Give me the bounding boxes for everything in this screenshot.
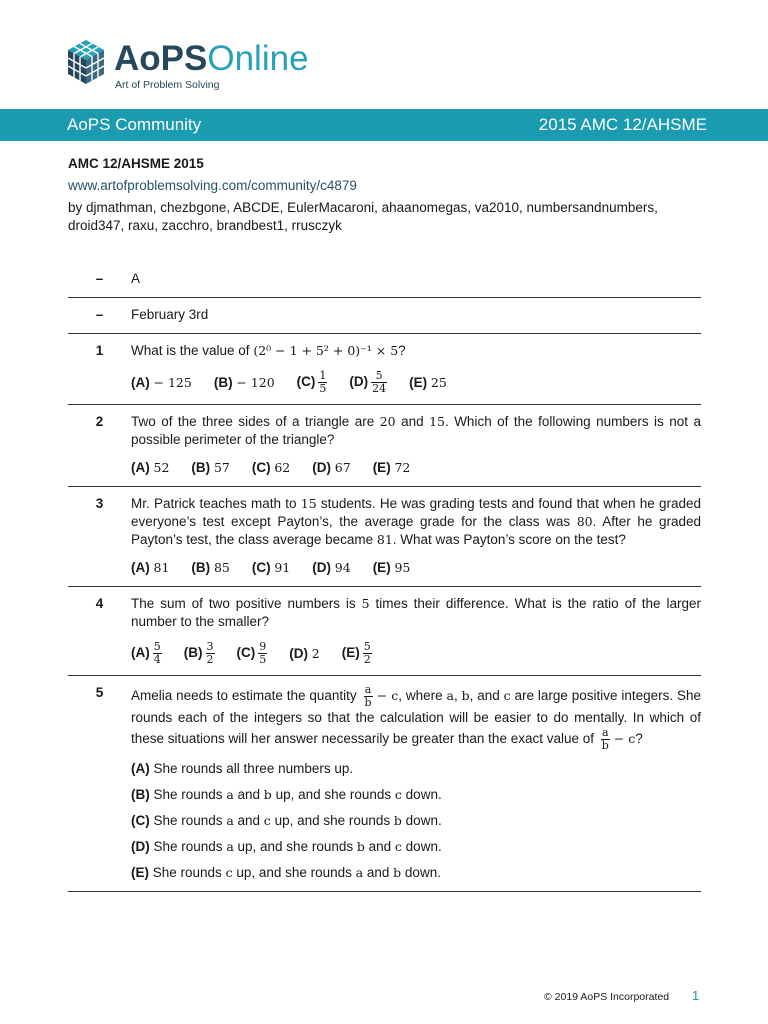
choice-c: (C) 91 [251,560,291,575]
problem-number: 4 [95,596,104,611]
problem-number: 5 [95,685,104,700]
choice-d: (D) 94 [312,560,351,575]
choice-d: (D) 2 [289,645,320,661]
banner-community: AoPS Community [67,115,202,134]
choice-a: (A) 81 [131,560,170,575]
problem-body [131,684,701,882]
choice-a: (A) $\frac{5}{4}$ [131,640,161,666]
problem-body [131,413,701,477]
problem-statement: Mr. Patrick teaches math to 15 students. He was grading tests and found that when he graded everyone’s test except Payton’s, the average grade for the class was 80. After he graded Payton’s test, the class average became 81. What was Payton’s score on the test? [131,496,701,547]
problem-body [131,495,701,577]
row-text: February 3rd [131,307,209,322]
problem-1 [68,334,701,405]
problem-5 [68,676,701,892]
logo-tagline: Art of Problem Solving [115,79,220,91]
row-text: A [131,271,141,286]
choice-d: (D) She rounds a up, and she rounds b and c down. [131,839,442,854]
logo-main-text: AoPS [114,39,208,78]
document-header [68,155,708,235]
answer-choices [131,459,701,477]
problem-body [131,342,701,395]
community-link[interactable]: www.artofproblemsolving.com/community/c4879 [68,178,357,193]
problem-list [68,262,701,892]
choice-a: (A) She rounds all three numbers up. [131,761,354,776]
authors-line: by djmathman, chezbgone, ABCDE, EulerMacaroni, ahaanomegas, va2010, numbersandnumbers, droid347, raxu, zacchro, brandbest1, rrusczyk [68,200,658,233]
document-title: AMC 12/AHSME 2015 [68,156,204,171]
row-marker: – [95,271,104,286]
answer-choices [131,559,701,577]
problem-3 [68,487,701,587]
choice-c: (C) $\frac{1}{5}$ [296,369,327,395]
answer-choices [131,641,701,666]
problem-statement: The sum of two positive numbers is 5 times their difference. What is the ratio of the larger number to the smaller? [131,596,701,629]
logo-wordmark [114,40,309,78]
choice-d: (D) $\frac{5}{24}$ [349,369,387,395]
math-expression: (2⁰ − 1 + 5² + 0)⁻¹ × 5 [253,343,399,358]
problem-statement: Two of the three sides of a triangle are 20 and 15. Which of the following numbers is not a possible perimeter of the triangle? [131,414,701,447]
problem-body [131,595,701,666]
choice-c: (C) $\frac{9}{5}$ [236,640,267,666]
choice-c: (C) 62 [251,460,291,475]
choice-a: (A) − 125 [131,374,192,390]
choice-b: (B) − 120 [213,374,275,390]
header-banner [0,109,768,141]
cube-logo-icon [66,38,106,88]
copyright: © 2019 AoPS Incorporated [544,991,670,1003]
problem-2 [68,405,701,487]
problem-number: 1 [95,343,104,358]
choice-b: (B) 57 [191,460,230,475]
choice-e: (E) 72 [372,460,411,475]
answer-choices [131,370,701,395]
choice-c: (C) She rounds a and c up, and she rounds b down. [131,813,442,828]
choice-b: (B) $\frac{3}{2}$ [183,640,214,666]
choice-b: (B) 85 [191,560,230,575]
choice-e: (E) $\frac{5}{2}$ [341,640,371,666]
problem-number: 3 [95,496,104,511]
choice-e: (E) 95 [372,560,411,575]
aops-online-logo [66,36,326,94]
problem-statement: What is the value of (2⁰ − 1 + 5² + 0)⁻¹ × 5? [131,343,406,358]
problem-4 [68,587,701,676]
problem-statement: Amelia needs to estimate the quantity $\frac{a}{b}$ − c, where a, b, and c are large positive integers. She rounds each of the integers so that the calculation will be easier to do mentally. In which of these situations will her answer necessarily be greater than the exact value of $\frac{a}{b}$ − c? [131,683,701,752]
problem-number: 2 [95,414,104,429]
info-row [68,298,701,334]
info-row [68,262,701,298]
choice-e: (E) She rounds c up, and she rounds a and b down. [131,865,441,880]
choice-d: (D) 67 [312,460,351,475]
page-number: 1 [692,988,700,1003]
row-marker: – [95,307,104,322]
choice-a: (A) 52 [131,460,170,475]
choice-b: (B) She rounds a and b up, and she rounds c down. [131,787,442,802]
logo-online-text: Online [207,39,309,78]
choice-e: (E) 25 [409,374,447,390]
banner-contest: 2015 AMC 12/AHSME [538,115,707,134]
